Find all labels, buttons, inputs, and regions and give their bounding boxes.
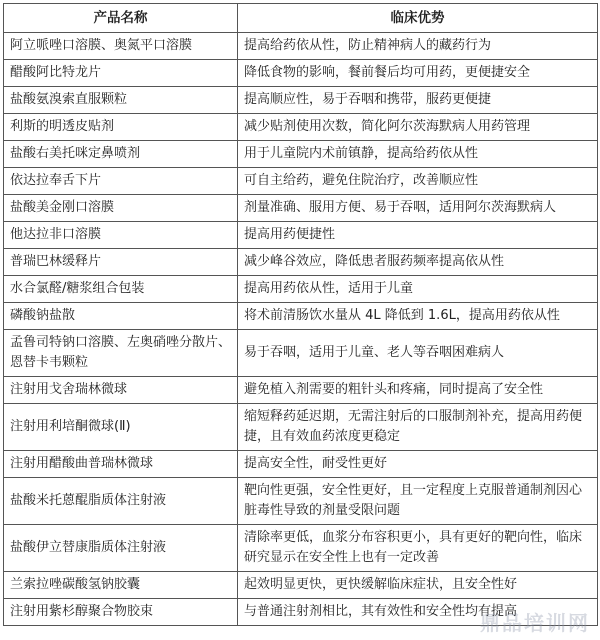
- table-header-row: [4, 4, 598, 33]
- clinical-advantage-cell: 起效明显更快，更快缓解临床症状，且安全性好: [238, 572, 598, 599]
- table-row: [4, 168, 598, 195]
- clinical-advantage-cell: 避免植入剂需要的粗针头和疼痛，同时提高了安全性: [238, 377, 598, 404]
- clinical-advantage-cell: 易于吞咽，适用于儿童、老人等吞咽困难病人: [238, 330, 598, 377]
- product-name-cell: 他达拉非口溶膜: [4, 222, 238, 249]
- clinical-advantage-cell: 提高安全性，耐受性更好: [238, 451, 598, 478]
- clinical-advantage-cell: 剂量准确、服用方便、易于吞咽，适用阿尔茨海默病人: [238, 195, 598, 222]
- table-row: [4, 525, 598, 572]
- product-advantage-table: [3, 3, 598, 626]
- product-name-cell: 依达拉奉舌下片: [4, 168, 238, 195]
- table-row: [4, 195, 598, 222]
- clinical-advantage-cell: 与普通注射剂相比，其有效性和安全性均有提高: [238, 599, 598, 626]
- table-row: [4, 276, 598, 303]
- clinical-advantage-cell: 提高用药依从性，适用于儿童: [238, 276, 598, 303]
- table-row: [4, 222, 598, 249]
- clinical-advantage-cell: 减少贴剂使用次数，简化阿尔茨海默病人用药管理: [238, 114, 598, 141]
- header-product-name: 产品名称: [4, 4, 238, 33]
- product-name-cell: 阿立哌唑口溶膜、奥氮平口溶膜: [4, 33, 238, 60]
- clinical-advantage-cell: 提高给药依从性，防止精神病人的藏药行为: [238, 33, 598, 60]
- product-name-cell: 盐酸米托蒽醌脂质体注射液: [4, 478, 238, 525]
- table-row: [4, 33, 598, 60]
- table-row: [4, 114, 598, 141]
- table-row: [4, 451, 598, 478]
- product-name-cell: 注射用紫杉醇聚合物胶束: [4, 599, 238, 626]
- product-name-cell: 盐酸伊立替康脂质体注射液: [4, 525, 238, 572]
- table-row: [4, 87, 598, 114]
- product-name-cell: 盐酸氨溴索直服颗粒: [4, 87, 238, 114]
- table-row: [4, 599, 598, 626]
- clinical-advantage-cell: 用于儿童院内术前镇静，提高给药依从性: [238, 141, 598, 168]
- watermark: 鼎品培训网: [480, 611, 590, 635]
- product-name-cell: 醋酸阿比特龙片: [4, 60, 238, 87]
- clinical-advantage-cell: 提高用药便捷性: [238, 222, 598, 249]
- product-name-cell: 注射用戈舍瑞林微球: [4, 377, 238, 404]
- table-row: [4, 249, 598, 276]
- product-name-cell: 水合氯醛/糖浆组合包装: [4, 276, 238, 303]
- clinical-advantage-cell: 提高顺应性，易于吞咽和携带，服药更便捷: [238, 87, 598, 114]
- product-name-cell: 孟鲁司特钠口溶膜、左奥硝唑分散片、恩替卡韦颗粒: [4, 330, 238, 377]
- table-row: [4, 60, 598, 87]
- product-name-cell: 盐酸右美托咪定鼻喷剂: [4, 141, 238, 168]
- product-name-cell: 普瑞巴林缓释片: [4, 249, 238, 276]
- clinical-advantage-cell: 清除率更低，血浆分布容积更小，具有更好的靶向性，临床研究显示在安全性上也有一定改善: [238, 525, 598, 572]
- table-row: [4, 572, 598, 599]
- clinical-advantage-cell: 缩短释药延迟期，无需注射后的口服制剂补充，提高用药便捷，且有效血药浓度更稳定: [238, 404, 598, 451]
- table-row: [4, 377, 598, 404]
- table-row: [4, 404, 598, 451]
- clinical-advantage-cell: 降低食物的影响，餐前餐后均可用药，更便捷安全: [238, 60, 598, 87]
- product-name-cell: 磷酸钠盐散: [4, 303, 238, 330]
- clinical-advantage-cell: 将术前清肠饮水量从 4L 降低到 1.6L，提高用药依从性: [238, 303, 598, 330]
- product-name-cell: 兰索拉唑碳酸氢钠胶囊: [4, 572, 238, 599]
- clinical-advantage-cell: 靶向性更强，安全性更好，且一定程度上克服普通制剂因心脏毒性导致的剂量受限问题: [238, 478, 598, 525]
- product-name-cell: 盐酸美金刚口溶膜: [4, 195, 238, 222]
- product-name-cell: 注射用醋酸曲普瑞林微球: [4, 451, 238, 478]
- header-clinical-advantage: 临床优势: [238, 4, 598, 33]
- table-row: [4, 478, 598, 525]
- table-row: [4, 141, 598, 168]
- table-row: [4, 330, 598, 377]
- table-row: [4, 303, 598, 330]
- clinical-advantage-cell: 可自主给药，避免住院治疗，改善顺应性: [238, 168, 598, 195]
- product-name-cell: 注射用利培酮微球(Ⅱ): [4, 404, 238, 451]
- clinical-advantage-cell: 减少峰谷效应，降低患者服药频率提高依从性: [238, 249, 598, 276]
- product-name-cell: 利斯的明透皮贴剂: [4, 114, 238, 141]
